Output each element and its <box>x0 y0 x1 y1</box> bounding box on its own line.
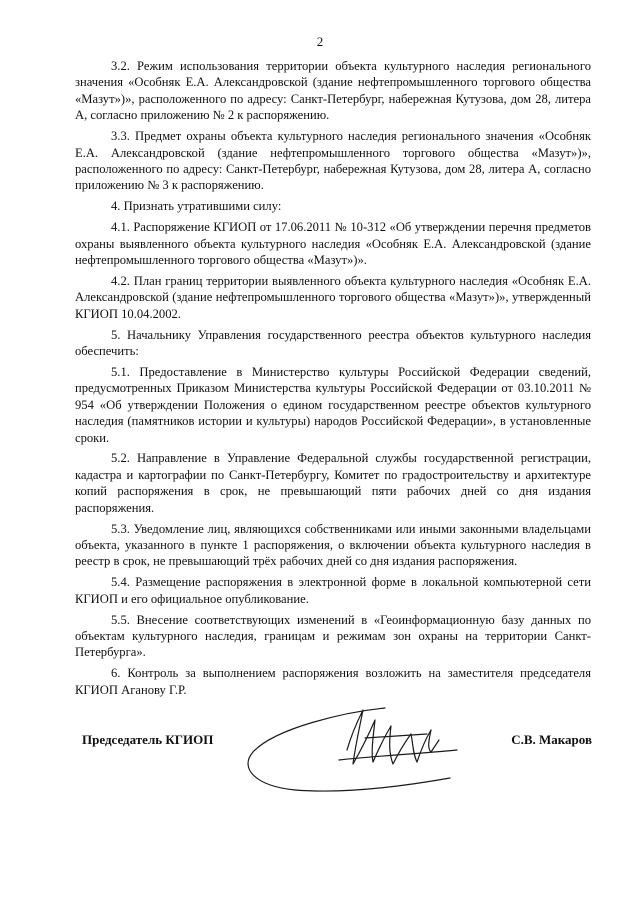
paragraph-5-5: 5.5. Внесение соответствующих изменений в «Геоинформационную базу данных по объектам культурного наследия, границам и режимам зон охраны на территории Санкт-Петербурга». <box>75 612 591 660</box>
paragraph-3-3: 3.3. Предмет охраны объекта культурного наследия регионального значения «Особняк Е.А. Александровской (здание нефтепромышленного торгового общества «Мазут»)», расположенного по адресу: Санкт-Петербург, набережная Кутузова, дом 28, литера А, согласно приложению № 3 к распоряжению. <box>75 129 591 193</box>
document-body <box>75 58 591 703</box>
paragraph-5: 5. Начальнику Управления государственного реестра объектов культурного наследия обеспечить: <box>75 327 591 358</box>
paragraph-4-1: 4.1. Распоряжение КГИОП от 17.06.2011 № 10-312 «Об утверждении перечня предметов охраны выявленного объекта культурного наследия «Особняк Е.А. Александровской (здание нефтепромышленного торгового общества «Мазут»)». <box>75 220 591 267</box>
paragraph-3-2: 3.2. Режим использования территории объекта культурного наследия регионального значения «Особняк Е.А. Александровской (здание нефтепромышленного торгового общества «Мазут»)», расположенного по адресу: Санкт-Петербург, набережная Кутузова, дом 28, литера А, согласно приложению № 2 к распоряжению. <box>75 59 591 123</box>
paragraph-4: 4. Признать утратившими силу: <box>111 199 282 214</box>
page-number: 2 <box>316 34 324 49</box>
signature-row <box>82 724 592 764</box>
paragraph-5-3: 5.3. Уведомление лиц, являющихся собственниками или иными законными владельцами объекта, указанного в пункте 1 распоряжения, о включении объекта культурного наследия в реестр в срок, не превышающий трёх рабочих дней со дня издания распоряжения. <box>75 521 591 569</box>
paragraph-5-2: 5.2. Направление в Управление Федеральной службы государственной регистрации, кадастра и картографии по Санкт-Петербургу, Комитет по градостроительству и архитектуре копий распоряжения в срок, не превышающий пяти рабочих дней со дня издания распоряжения. <box>75 451 591 515</box>
paragraph-4-2: 4.2. План границ территории выявленного объекта культурного наследия «Особняк Е.А. Александровской (здание нефтепромышленного торгового общества «Мазут»)», утвержденный КГИОП 10.04.2002. <box>75 273 591 321</box>
paragraph-5-4: 5.4. Размещение распоряжения в электронной форме в локальной компьютерной сети КГИОП и его официальное опубликование. <box>75 575 591 606</box>
paragraph-6: 6. Контроль за выполнением распоряжения возложить на заместителя председателя КГИОП Аганову Г.Р. <box>75 666 591 697</box>
signatory-title: Председатель КГИОП <box>82 732 214 747</box>
signatory-name: С.В. Макаров <box>511 732 592 747</box>
paragraph-5-1: 5.1. Предоставление в Министерство культуры Российской Федерации сведений, предусмотренных Приказом Министерства культуры Российской Федерации от 03.10.2011 № 954 «Об утверждении Положения о едином государственном реестре объектов культурного наследия (памятников истории и культуры) народов Российской Федерации», в установленные сроки. <box>75 364 591 445</box>
